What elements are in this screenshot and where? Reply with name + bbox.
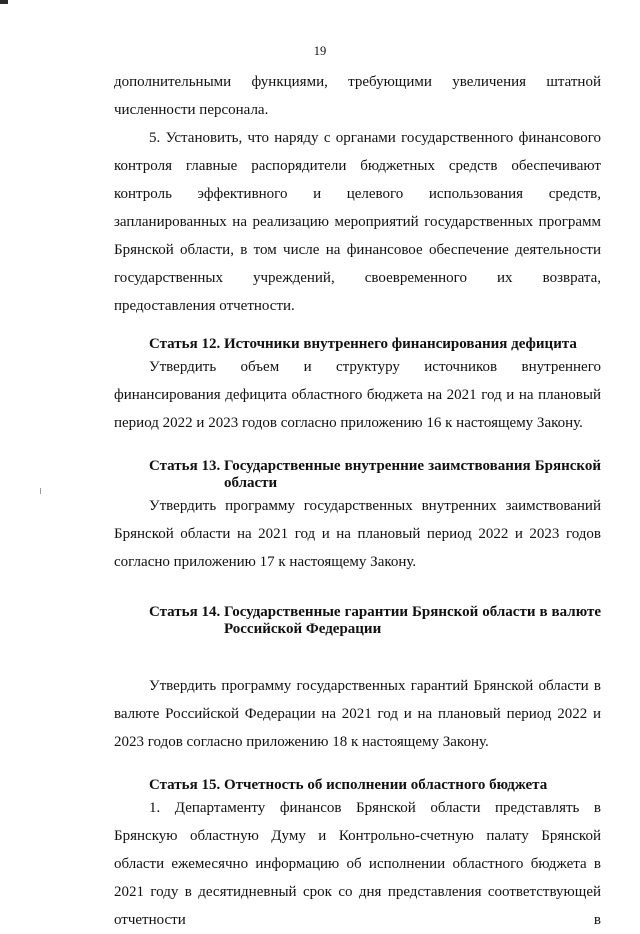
paragraph-continuation-line-2: численности персонала. [114, 102, 269, 118]
article-14-number: Статья 14. [149, 604, 224, 620]
article-12-number: Статья 12. [149, 336, 224, 352]
paragraph-item-5: 5. Установить, что наряду с органами государственного финансового контроля главные распорядители бюджетных средств обеспечивают контроль эффективного и целевого использования средств, запланированных на реализацию мероприятий государственных программ Брянской области, в том числе на финансовое обеспечение деятельности государственных учреждений, своевременного их возврата, предоставления отчетности. [114, 130, 601, 314]
article-13-number: Статья 13. [149, 458, 224, 474]
article-13-text: Утвердить программу государственных внутренних заимствований Брянской области на 2021 год и на плановый период 2022 и 2023 годов согласно приложению 17 к настоящему Закону. [114, 498, 601, 570]
page-number: 19 [313, 44, 327, 58]
scan-margin-mark [40, 488, 41, 494]
scan-corner-mark [0, 0, 8, 4]
article-12-title: Источники внутреннего финансирования дефицита [223, 336, 577, 352]
article-12-heading [114, 336, 601, 353]
article-15-title: Отчетность об исполнении областного бюджета [223, 777, 548, 793]
article-12-text: Утвердить объем и структуру источников внутреннего финансирования дефицита областного бюджета на 2021 год и на плановый период 2022 и 2023 годов согласно приложению 16 к настоящему Закону. [114, 359, 601, 431]
article-14-title: Государственные гарантии Брянской области в валюте Российской Федерации [223, 604, 601, 637]
article-13-heading [114, 458, 601, 492]
article-15-number: Статья 15. [149, 777, 224, 793]
paragraph-continuation-line-1: дополнительными функциями, требующими увеличения штатной [114, 74, 601, 90]
article-13-title: Государственные внутренние заимствования Брянской области [223, 458, 601, 491]
article-15-item-1: 1. Департаменту финансов Брянской области представлять в Брянскую областную Думу и Контрольно-счетную палату Брянской области ежемесячно информацию об исполнении областного бюджета в 2021 году в десятидневный срок со дня представления соответствующей отчетности в [114, 800, 601, 928]
article-14-heading [114, 604, 601, 638]
article-14-text: Утвердить программу государственных гарантий Брянской области в валюте Российской Федерации на 2021 год и на плановый период 2022 и 2023 годов согласно приложению 18 к настоящему Закону. [114, 678, 601, 750]
document-body [114, 68, 601, 934]
article-15-heading [114, 777, 601, 794]
